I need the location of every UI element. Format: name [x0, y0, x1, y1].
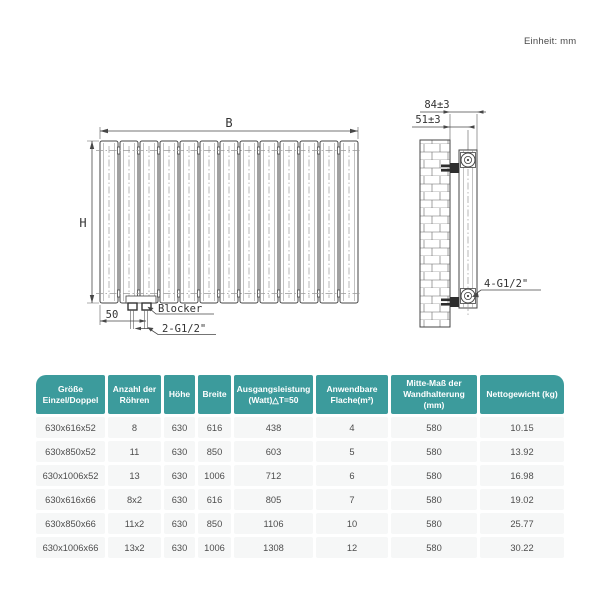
table-cell: 630: [164, 489, 195, 510]
table-row: [36, 465, 564, 486]
column-header: Ausgangsleistung (Watt)△T=50: [234, 375, 313, 414]
offset-dim-label: 50: [105, 309, 119, 321]
table-cell: 630x850x66: [36, 513, 105, 534]
column-header: Höhe: [164, 375, 195, 414]
table-cell: 10.15: [480, 417, 564, 438]
column-header: Größe Einzel/Doppel: [36, 375, 105, 414]
table-cell: 30.22: [480, 537, 564, 558]
table-cell: 616: [198, 417, 231, 438]
column-header: Anwendbare Flache(m²): [316, 375, 388, 414]
radiator-panels: [100, 141, 358, 303]
table-cell: 11x2: [108, 513, 161, 534]
table-cell: 438: [234, 417, 313, 438]
column-header: Nettogewicht (kg): [480, 375, 564, 414]
table-row: [36, 513, 564, 534]
blocker-label: Blocker: [158, 303, 203, 315]
table-cell: 630: [164, 465, 195, 486]
bracket-depth-dim-label: 51±3: [415, 114, 441, 126]
table-body: [36, 417, 564, 558]
table-cell: 580: [391, 441, 477, 462]
table-cell: 630x616x66: [36, 489, 105, 510]
table-cell: 19.02: [480, 489, 564, 510]
table-cell: 850: [198, 513, 231, 534]
table-cell: 580: [391, 537, 477, 558]
spec-table: [33, 372, 567, 561]
table-cell: 580: [391, 489, 477, 510]
column-header: Mitte-Maß der Wandhalterung (mm): [391, 375, 477, 414]
table-cell: 630: [164, 537, 195, 558]
table-cell: 4: [316, 417, 388, 438]
table-cell: 13.92: [480, 441, 564, 462]
radiator-profile: [459, 142, 477, 316]
table-cell: 630: [164, 417, 195, 438]
table-cell: 630: [164, 441, 195, 462]
table-cell: 6: [316, 465, 388, 486]
table-cell: 13x2: [108, 537, 161, 558]
table-cell: 1308: [234, 537, 313, 558]
table-cell: 616: [198, 489, 231, 510]
table-cell: 16.98: [480, 465, 564, 486]
table-cell: 10: [316, 513, 388, 534]
table-cell: 712: [234, 465, 313, 486]
table-cell: 580: [391, 513, 477, 534]
radiator-side-view: [412, 99, 541, 327]
table-cell: 1106: [234, 513, 313, 534]
table-cell: 630x616x52: [36, 417, 105, 438]
column-header: Anzahl der Röhren: [108, 375, 161, 414]
front-connection-label: 2-G1/2": [162, 323, 207, 335]
depth-dim-label: 84±3: [424, 99, 450, 111]
table-cell: 630x1006x52: [36, 465, 105, 486]
table-header-row: [36, 375, 564, 414]
table-row: [36, 537, 564, 558]
valve-detail: [126, 296, 156, 329]
table-cell: 11: [108, 441, 161, 462]
table-cell: 1006: [198, 537, 231, 558]
height-dim-label: H: [79, 216, 87, 230]
table-cell: 630x850x52: [36, 441, 105, 462]
table-cell: 5: [316, 441, 388, 462]
table-row: [36, 441, 564, 462]
table-cell: 12: [316, 537, 388, 558]
table-cell: 1006: [198, 465, 231, 486]
radiator-front-view: [79, 116, 362, 335]
table-cell: 25.77: [480, 513, 564, 534]
table-cell: 630: [164, 513, 195, 534]
table-cell: 580: [391, 465, 477, 486]
table-cell: 8: [108, 417, 161, 438]
side-connection-label: 4-G1/2": [484, 278, 529, 290]
table-row: [36, 489, 564, 510]
table-cell: 13: [108, 465, 161, 486]
table-cell: 603: [234, 441, 313, 462]
column-header: Breite: [198, 375, 231, 414]
table-cell: 805: [234, 489, 313, 510]
table-cell: 580: [391, 417, 477, 438]
width-dim-label: B: [225, 116, 233, 130]
unit-note: Einheit: mm: [524, 36, 577, 47]
table-cell: 850: [198, 441, 231, 462]
table-cell: 630x1006x66: [36, 537, 105, 558]
table-row: [36, 417, 564, 438]
table-cell: 8x2: [108, 489, 161, 510]
table-cell: 7: [316, 489, 388, 510]
